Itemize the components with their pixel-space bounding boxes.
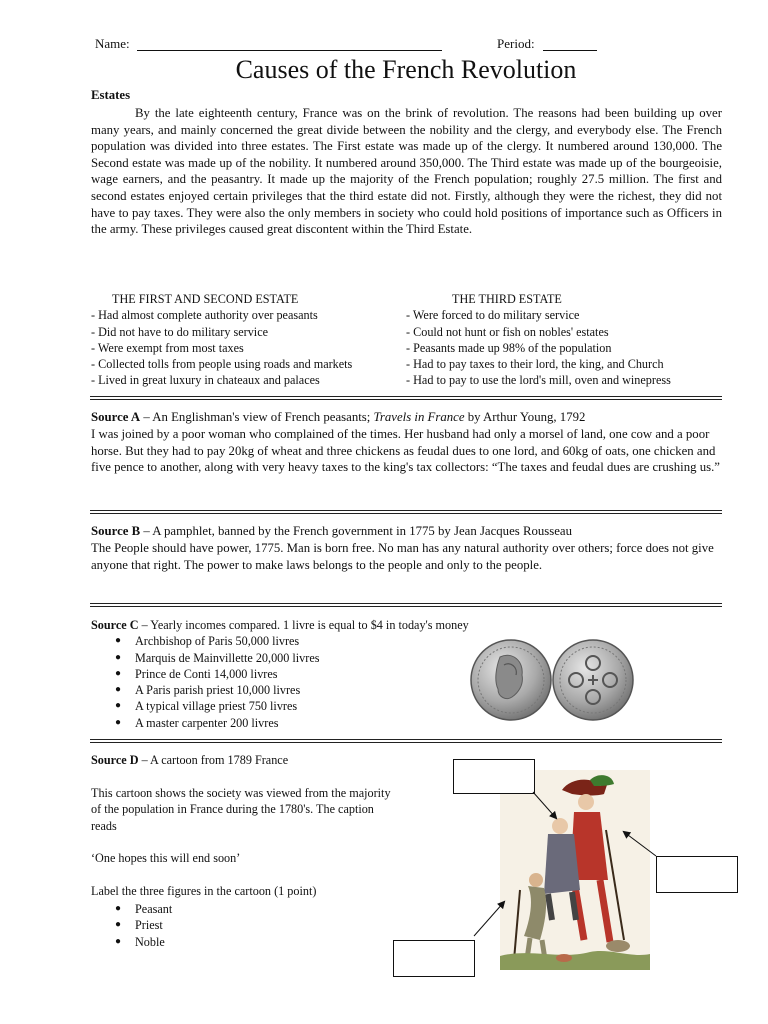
estates-paragraph-text: By the late eighteenth century, France was on the brink of revolution. The reasons had been building up over many years, and mainly concerned the great divide between the nobility and the clergy, and everybody else. The French population was divided into three estates. The First estate was made up of the clergy. It numbered around 130,000. The Second estate was made up of the nobility. It numbered around 350,000. The Third estate was made up of the bourgeoisie, wage earners, and the peasantry. It made up the majority of the French population; roughly 27.5 million. The first and second estates enjoyed certain privileges that the third estate did not. Firstly, although they were the richest, they did not have to pay taxes. They were also the only members in society who could hold positions of importance such as Officers in the army. These privileges caused great discontent within the Third Estate. (91, 106, 722, 237)
source-a-intro: – An Englishman's view of French peasants; (140, 410, 374, 424)
header-row (95, 36, 605, 56)
list-item: ● A master carpenter 200 livres (115, 715, 491, 731)
source-a-title (91, 409, 723, 426)
source-d-description: This cartoon shows the society was viewed from the majority of the population in France during the 1780's. The caption reads (91, 785, 391, 833)
cartoon-label-box-bottom[interactable] (393, 940, 475, 977)
list-item: - Were exempt from most taxes (91, 340, 244, 355)
source-b-text: The People should have power, 1775. Man is born free. No man has any natural authority over others; force does not give anyone that right. The power to make laws belongs to the people and only to the people. (91, 540, 714, 572)
source-c-title (91, 617, 491, 633)
estates-paragraph (91, 105, 722, 238)
list-item: - Collected tolls from people using roads and markets (91, 357, 353, 372)
list-item: ● Priest (115, 917, 391, 934)
source-b-intro: – A pamphlet, banned by the French government in 1775 by Jean Jacques Rousseau (140, 524, 572, 538)
list-item: - Were forced to do military service (406, 308, 580, 323)
cartoon-label-box-right[interactable] (656, 856, 738, 893)
list-item: ● Prince de Conti 14,000 livres (115, 666, 491, 682)
list-item: ● Archbishop of Paris 50,000 livres (115, 633, 491, 649)
coin-reverse (553, 640, 633, 720)
list-item: - Could not hunt or fish on nobles' estates (406, 324, 609, 339)
list-item: - Lived in great luxury in chateaux and palaces (91, 373, 320, 388)
third-estate-column (406, 291, 726, 389)
source-b (91, 523, 723, 573)
source-d-caption: ‘One hopes this will end soon’ (91, 851, 241, 866)
period-label: Period: (497, 36, 535, 51)
source-d-title (91, 752, 391, 769)
page-title: Causes of the French Revolution (235, 55, 577, 84)
source-b-label: Source B (91, 524, 141, 538)
list-item: ● A typical village priest 750 livres (115, 698, 491, 714)
coin-obverse (471, 640, 551, 720)
source-c-label: Source C (91, 618, 139, 632)
list-item: - Had to pay taxes to their lord, the king, and Church (406, 357, 664, 372)
source-a-text: I was joined by a poor woman who complained of the times. Her husband had only a morsel of land, one cow and a poor horse. But they had to pay 20kg of wheat and three chickens as feudal dues to one lord, and 60kg of oats, one chicken and five pence to another, along with very heavy taxes to the king's tax collectors: “The taxes and feudal dues are crushing us.” (91, 426, 720, 475)
source-d-label: Source D (91, 753, 139, 767)
cartoon-label-box-top[interactable] (453, 759, 535, 794)
cartoon-image (500, 770, 650, 970)
list-item: ● Peasant (115, 901, 391, 918)
third-estate-heading: THE THIRD ESTATE (452, 292, 562, 306)
livre-coins-image (468, 635, 638, 725)
list-item: ● A Paris parish priest 10,000 livres (115, 682, 491, 698)
section-divider (90, 739, 722, 743)
list-item: - Peasants made up 98% of the population (406, 340, 612, 355)
list-item: ● Marquis de Mainvillette 20,000 livres (115, 650, 491, 666)
section-divider (90, 603, 722, 607)
first-second-estate-heading: THE FIRST AND SECOND ESTATE (112, 292, 299, 306)
list-item: ● Noble (115, 934, 391, 951)
first-second-estate-column (91, 291, 396, 389)
source-d-intro: – A cartoon from 1789 France (138, 753, 289, 767)
source-c-intro: – Yearly incomes compared. 1 livre is equal to $4 in today's money (138, 618, 469, 632)
name-label: Name: (95, 36, 130, 51)
section-divider (90, 510, 722, 514)
list-item: - Had almost complete authority over peasants (91, 308, 318, 323)
source-d (91, 752, 391, 950)
list-item: - Had to pay to use the lord's mill, oven and winepress (406, 373, 671, 388)
source-c (91, 617, 491, 731)
period-blank-line[interactable] (543, 50, 597, 51)
source-a-work: Travels in France (373, 410, 465, 424)
estates-heading: Estates (91, 88, 131, 102)
source-a (91, 409, 723, 476)
source-a-label: Source A (91, 410, 141, 424)
source-a-credit: by Arthur Young, 1792 (464, 410, 586, 424)
list-item: - Did not have to do military service (91, 324, 269, 339)
source-b-title (91, 523, 723, 540)
source-d-task: Label the three figures in the cartoon (1 point) (91, 883, 317, 898)
name-blank-line[interactable] (137, 50, 442, 51)
section-divider (90, 396, 722, 400)
